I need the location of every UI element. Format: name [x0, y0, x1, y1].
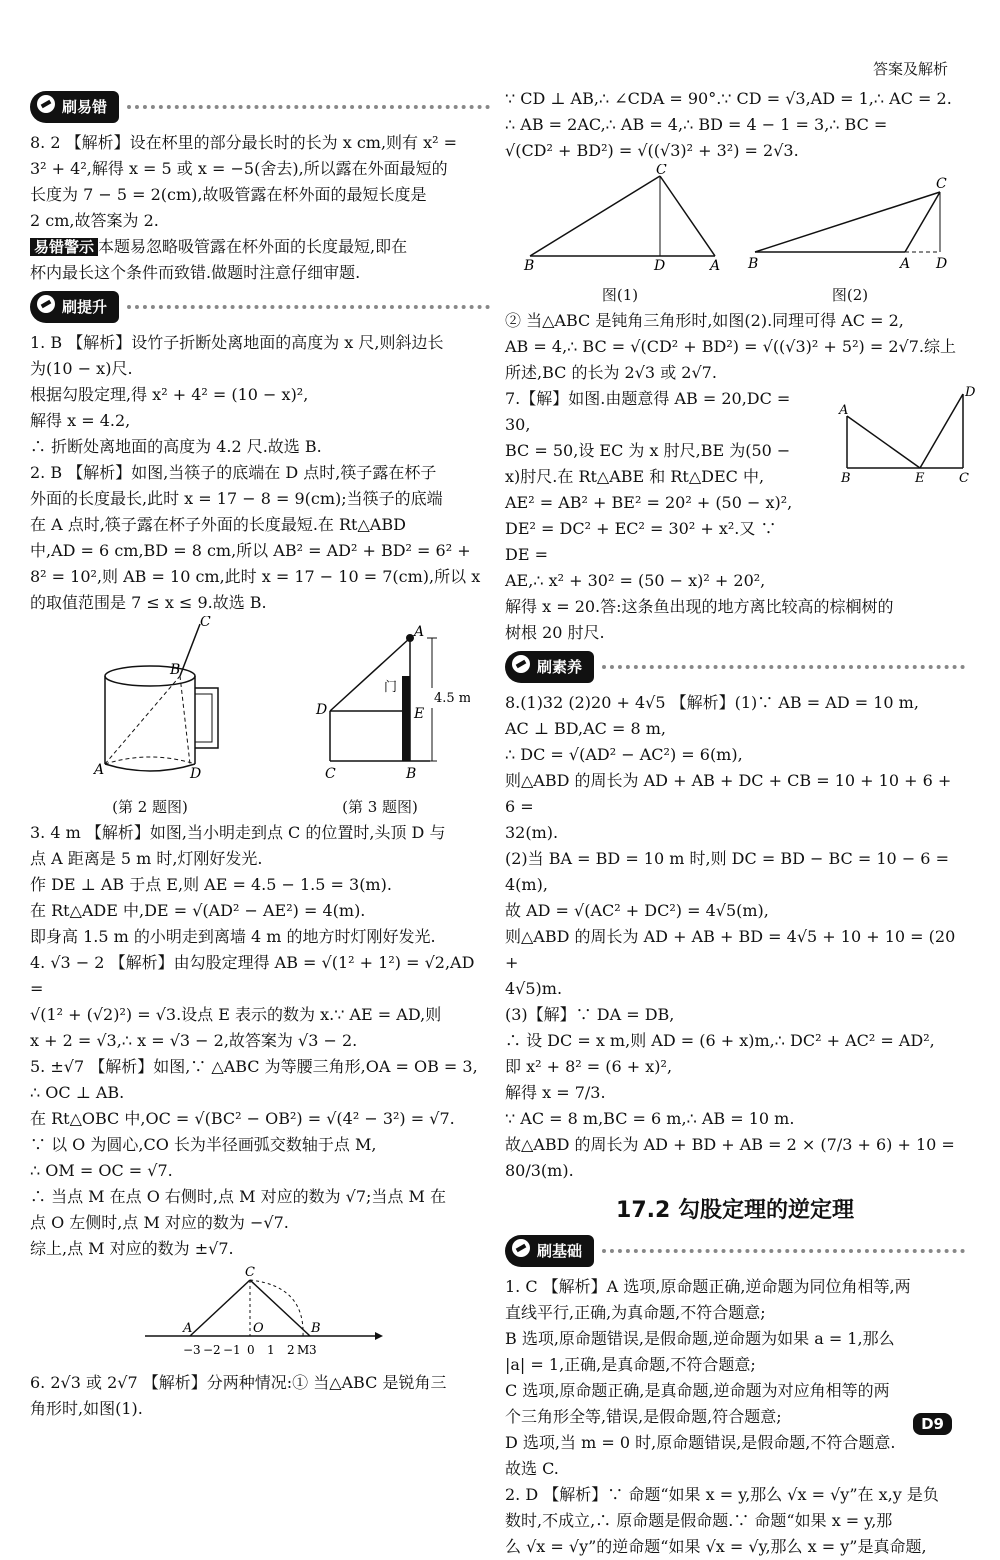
svg-text:D: D: [190, 766, 202, 782]
answer-line: DE² = DC² + EC² = 30² + x².又 ∵ DE =: [505, 519, 777, 564]
svg-text:C: C: [245, 1266, 255, 1280]
pen-icon: [511, 654, 531, 674]
answer-line: 直线平行,正确,为真命题,不符合题意;: [505, 1303, 766, 1322]
section-banner-literacy: [505, 650, 965, 684]
answer-line: 解得 x = 20.答:这条鱼出现的地方离比较高的棕榈树的: [505, 597, 894, 616]
answer-line: ∴ 设 DC = x m,则 AD = (6 + x)m,∴ DC² + AC² = AD²,: [505, 1031, 935, 1050]
answer-line: √(CD² + BD²) = √((√3)² + 3²) = 2√3.: [505, 141, 799, 160]
answer-line: 3² + 4²,解得 x = 5 或 x = −5(舍去),所以露在外面最短的: [30, 159, 448, 178]
svg-text:3: 3: [309, 1343, 317, 1357]
lamp-wall-diagram: [290, 616, 470, 786]
answer-line: 个三角形全等,错误,是假命题,符合题意;: [505, 1407, 782, 1426]
palm-tree-diagram: [835, 386, 975, 486]
svg-text:B: B: [170, 662, 181, 678]
answer-line: 1. C 【解析】A 选项,原命题正确,逆命题为同位角相等,两: [505, 1277, 911, 1296]
svg-text:−3: −3: [183, 1343, 201, 1357]
answer-line: ∴ AB = 2AC,∴ AB = 4,∴ BD = 4 − 1 = 3,∴ BC =: [505, 115, 888, 134]
answer-line: 则△ABD 的周长为 AD + AB + DC + CB = 10 + 10 + 6 + 6 =: [505, 771, 952, 816]
answer-line: 根据勾股定理,得 x² + 4² = (10 − x)²,: [30, 385, 309, 404]
figure-caption: (第 2 题图): [112, 798, 188, 816]
answer-line: 5. ±√7 【解析】如图,∵ △ABC 为等腰三角形,OA = OB = 3,: [30, 1057, 478, 1076]
section-banner-basics: [505, 1234, 965, 1268]
answer-line: 的取值范围是 7 ≤ x ≤ 9.故选 B.: [30, 593, 267, 612]
figure-caption: 图(1): [601, 286, 639, 304]
answer-line: AB = 4,∴ BC = √(CD² + BD²) = √((√3)² + 5²) = 2√7.综上: [505, 337, 956, 356]
answer-line: 为(10 − x)尺.: [30, 359, 133, 378]
svg-text:E: E: [915, 471, 925, 486]
answer-line: 3. 4 m 【解析】如图,当小明走到点 C 的位置时,头顶 D 与: [30, 823, 446, 842]
answer-line: 点 A 距离是 5 m 时,灯刚好发光.: [30, 849, 263, 868]
section-title: 17.2 勾股定理的逆定理: [616, 1198, 854, 1223]
answer-line: ∴ DC = √(AD² − AC²) = 6(m),: [505, 745, 743, 764]
obtuse-triangle-diagram: [740, 164, 960, 274]
answer-line: 所述,BC 的长为 2√3 或 2√7.: [505, 363, 717, 382]
answer-line: ∴ 当点 M 在点 O 右侧时,点 M 对应的数为 √7;当点 M 在: [30, 1187, 446, 1206]
cup-diagram: [50, 616, 250, 786]
svg-text:A: A: [839, 403, 849, 418]
answer-line: 2. D 【解析】∵ 命题“如果 x = y,那么 √x = √y”在 x,y 是负: [505, 1485, 939, 1504]
svg-text:O: O: [253, 1321, 264, 1336]
answer-line: 8.(1)32 (2)20 + 4√5 【解析】(1)∵ AB = AD = 10 m,: [505, 693, 919, 712]
svg-text:D: D: [936, 256, 948, 272]
svg-text:C: C: [936, 176, 947, 192]
page-header-title: 答案及解析: [872, 60, 948, 78]
section-label: 刷易错: [62, 98, 108, 116]
svg-text:B: B: [311, 1321, 321, 1336]
svg-text:E: E: [414, 706, 425, 722]
door-label: 门: [384, 680, 398, 695]
answer-line: 角形时,如图(1).: [30, 1399, 143, 1418]
answer-line: ∴ OC ⊥ AB.: [30, 1083, 125, 1102]
svg-text:C: C: [959, 471, 969, 486]
section-banner-easy-mistakes: [30, 90, 490, 124]
answer-line: 即身高 1.5 m 的小明走到离墙 4 m 的地方时灯刚好发光.: [30, 927, 436, 946]
right-column: [505, 86, 975, 1560]
answer-line: ∵ AC = 8 m,BC = 6 m,∴ AB = 10 m.: [505, 1109, 795, 1128]
left-column: [30, 86, 490, 1422]
answer-line: D 选项,当 m = 0 时,原命题错误,是假命题,不符合题意.: [505, 1433, 896, 1452]
svg-text:A: A: [900, 256, 911, 272]
answer-line: ∵ 以 O 为圆心,CO 长为半径画弧交数轴于点 M,: [30, 1135, 377, 1154]
answer-line: AC ⊥ BD,AC = 8 m,: [505, 719, 667, 738]
answer-line: 在 Rt△ADE 中,DE = √(AD² − AE²) = 4(m).: [30, 901, 366, 920]
answer-line: 作 DE ⊥ AB 于点 E,则 AE = 4.5 − 1.5 = 3(m).: [30, 875, 392, 894]
figures-q6: [505, 164, 965, 308]
answer-line: ② 当△ABC 是钝角三角形时,如图(2).同理可得 AC = 2,: [505, 311, 904, 330]
svg-text:2: 2: [287, 1343, 295, 1357]
answer-line: AE² = AB² + BE² = 20² + (50 − x)²,: [505, 493, 793, 512]
answer-line: 在 Rt△OBC 中,OC = √(BC² − OB²) = √(4² − 3²) = √7.: [30, 1109, 455, 1128]
svg-text:D: D: [654, 258, 666, 274]
answer-line: x + 2 = √3,∴ x = √3 − 2,故答案为 √3 − 2.: [30, 1031, 358, 1050]
figure-caption: 图(2): [831, 286, 869, 304]
answer-line: 4√5)m.: [505, 979, 563, 998]
svg-text:B: B: [841, 471, 851, 486]
svg-text:C: C: [200, 616, 211, 630]
page-number: D9: [913, 1413, 952, 1435]
answer-line: 数时,不成立,∴ 原命题是假命题.∵ 命题“如果 x = y,那: [505, 1511, 893, 1530]
answer-line: ∴ 折断处离地面的高度为 4.2 尺.故选 B.: [30, 437, 322, 456]
number-line-diagram: [135, 1266, 385, 1366]
svg-text:B: B: [406, 766, 417, 782]
answer-line: 2. B 【解析】如图,当筷子的底端在 D 点时,筷子露在杯子: [30, 463, 437, 482]
answer-line: 7.【解】如图.由题意得 AB = 20,DC = 30,: [505, 389, 791, 434]
svg-text:D: D: [316, 702, 328, 718]
answer-line: 在 A 点时,筷子露在杯子外面的长度最短.在 Rt△ABD: [30, 515, 406, 534]
answer-line: 2 cm,故答案为 2.: [30, 211, 159, 230]
warning-text: 杯内最长这个条件而致错.做题时注意仔细审题.: [30, 263, 361, 282]
svg-text:A: A: [414, 624, 425, 640]
section-label: 刷提升: [62, 298, 108, 316]
warning-text: 本题易忽略吸管露在杯外面的长度最短,即在: [98, 237, 408, 256]
svg-text:A: A: [710, 258, 721, 274]
svg-text:D: D: [965, 386, 975, 400]
svg-text:1: 1: [267, 1343, 275, 1357]
svg-text:−2: −2: [203, 1343, 221, 1357]
answer-line: 32(m).: [505, 823, 559, 842]
answer-line: 6. 2√3 或 2√7 【解析】分两种情况:① 当△ABC 是锐角三: [30, 1373, 447, 1392]
answer-line: 解得 x = 7/3.: [505, 1083, 606, 1102]
answer-line: 解得 x = 4.2,: [30, 411, 131, 430]
answer-line: 外面的长度最长,此时 x = 17 − 8 = 9(cm);当筷子的底端: [30, 489, 443, 508]
answer-line: 故 AD = √(AC² + DC²) = 4√5(m),: [505, 901, 769, 920]
svg-text:−1: −1: [223, 1343, 241, 1357]
svg-text:M: M: [297, 1343, 310, 1357]
warning-label: 易错警示: [30, 238, 98, 256]
answer-line: 4. √3 − 2 【解析】由勾股定理得 AB = √(1² + 1²) = √2,AD =: [30, 953, 475, 998]
answer-line: x)肘尺.在 Rt△ABE 和 Rt△DEC 中,: [505, 467, 765, 486]
answer-line: 故△ABD 的周长为 AD + BD + AB = 2 × (7/3 + 6) + 10 =: [505, 1135, 955, 1154]
pen-icon: [36, 94, 56, 114]
answer-line: (3)【解】∵ DA = DB,: [505, 1005, 675, 1024]
svg-text:0: 0: [247, 1343, 255, 1357]
acute-triangle-diagram: [510, 164, 730, 274]
answer-line: 长度为 7 − 5 = 2(cm),故吸管露在杯外面的最短长度是: [30, 185, 427, 204]
svg-text:B: B: [748, 256, 759, 272]
height-label: 4.5 m: [434, 691, 470, 706]
answer-line: ∵ CD ⊥ AB,∴ ∠CDA = 90°.∵ CD = √3,AD = 1,∴ AC = 2.: [505, 89, 952, 108]
figures-q2-q3: [30, 616, 490, 820]
answer-line: 8. 2 【解析】设在杯里的部分最长时的长为 x cm,则有 x² =: [30, 133, 458, 152]
svg-text:C: C: [656, 164, 667, 178]
pen-icon: [36, 294, 56, 314]
answer-line: C 选项,原命题正确,是真命题,逆命题为对应角相等的两: [505, 1381, 890, 1400]
pen-icon: [511, 1238, 531, 1258]
answer-line: AE,∴ x² + 30² = (50 − x)² + 20²,: [505, 571, 766, 590]
answer-line: √(1² + (√2)²) = √3.设点 E 表示的数为 x.∵ AE = AD,则: [30, 1005, 442, 1024]
answer-line: 综上,点 M 对应的数为 ±√7.: [30, 1239, 234, 1258]
svg-text:B: B: [524, 258, 535, 274]
svg-text:C: C: [325, 766, 336, 782]
answer-line: 则△ABD 的周长为 AD + AB + BD = 4√5 + 10 + 10 = (20 +: [505, 927, 956, 972]
answer-line: 即 x² + 8² = (6 + x)²,: [505, 1057, 673, 1076]
section-label: 刷素养: [537, 658, 583, 676]
answer-line: 中,AD = 6 cm,BD = 8 cm,所以 AB² = AD² + BD² = 6² +: [30, 541, 471, 560]
section-label: 刷基础: [537, 1242, 583, 1260]
answer-line: (2)当 BA = BD = 10 m 时,则 DC = BD − BC = 10 − 6 = 4(m),: [505, 849, 949, 894]
answer-line: 80/3(m).: [505, 1161, 574, 1180]
answer-line: 树根 20 肘尺.: [505, 623, 605, 642]
svg-text:A: A: [94, 762, 105, 778]
answer-line: 故选 C.: [505, 1459, 559, 1478]
answer-line: 8² = 10²,则 AB = 10 cm,此时 x = 17 − 10 = 7(cm),所以 x: [30, 567, 481, 586]
section-banner-improve: [30, 290, 490, 324]
answer-line: 点 O 左侧时,点 M 对应的数为 −√7.: [30, 1213, 289, 1232]
answer-line: B 选项,原命题错误,是假命题,逆命题为如果 a = 1,那么: [505, 1329, 895, 1348]
answer-line: BC = 50,设 EC 为 x 肘尺,BE 为(50 −: [505, 441, 791, 460]
svg-text:A: A: [183, 1321, 193, 1336]
answer-line: |a| = 1,正确,是真命题,不符合题意;: [505, 1355, 756, 1374]
figure-caption: (第 3 题图): [342, 798, 418, 816]
answer-line: 1. B 【解析】设竹子折断处离地面的高度为 x 尺,则斜边长: [30, 333, 444, 352]
answer-line: ∴ OM = OC = √7.: [30, 1161, 173, 1180]
answer-line: 么 √x = √y”的逆命题“如果 √x = √y,那么 x = y”是真命题,: [505, 1537, 927, 1556]
